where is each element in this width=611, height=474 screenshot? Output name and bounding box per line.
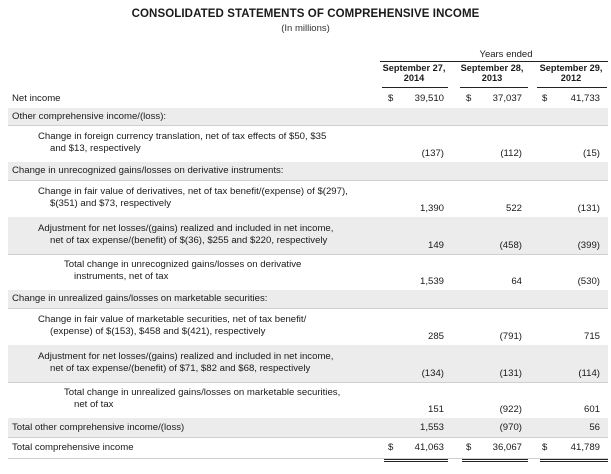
row-value: 601 xyxy=(583,404,600,415)
currency-symbol: $ xyxy=(466,92,472,104)
row-value: 41,733 xyxy=(570,92,600,104)
column-header-line2: 2013 xyxy=(481,73,503,83)
table-row xyxy=(8,437,608,459)
table-row xyxy=(8,345,608,383)
row-label-line2: $(351) and $73, respectively xyxy=(50,197,172,209)
currency-symbol: $ xyxy=(388,441,394,453)
row-value: 36,067 xyxy=(492,441,522,453)
row-value: (131) xyxy=(499,368,522,379)
row-label xyxy=(38,131,326,155)
row-label-line1: Total change in unrecognized gains/losses on derivative xyxy=(64,259,302,270)
column-header-line1: September 29, xyxy=(539,63,603,73)
row-label-line1: Total other comprehensive income/(loss) xyxy=(12,421,185,433)
row-value: (131) xyxy=(577,203,600,214)
column-header-line2: 2012 xyxy=(560,73,582,83)
double-underline xyxy=(384,459,448,462)
row-label xyxy=(38,351,333,375)
table-row xyxy=(8,108,608,126)
table-row xyxy=(8,217,608,255)
table-row xyxy=(8,180,608,218)
row-value: 37,037 xyxy=(492,92,522,104)
row-value: 41,789 xyxy=(570,441,600,453)
row-value: (791) xyxy=(499,331,522,342)
years-ended-rule xyxy=(380,61,608,62)
row-value: (530) xyxy=(577,276,600,287)
currency-symbol: $ xyxy=(542,92,548,104)
row-label-line2: net of tax expense/(benefit) of $(36), $255 and $220, respectively xyxy=(50,234,328,246)
row-value: 522 xyxy=(505,203,522,214)
row-label-line1: Total change in unrealized gains/losses on marketable securities, xyxy=(64,387,341,398)
row-value: 1,390 xyxy=(419,203,444,214)
column-header-2012 xyxy=(534,63,608,83)
row-label-line2: (expense) of $(153), $458 and $(421), respectively xyxy=(50,325,266,337)
column-header-line1: September 27, xyxy=(382,63,446,73)
row-label xyxy=(12,111,166,123)
column-header-2013 xyxy=(456,63,528,83)
row-label xyxy=(12,422,184,434)
row-label xyxy=(12,93,61,105)
row-label-line1: Change in fair value of derivatives, net of tax benefit/(expense) of $(297), xyxy=(38,185,348,197)
row-value: (114) xyxy=(578,368,600,379)
row-value: 151 xyxy=(427,404,444,415)
row-value: 41,063 xyxy=(414,441,444,453)
column-rule xyxy=(382,87,448,88)
row-value: (399) xyxy=(577,240,600,251)
double-underline xyxy=(540,459,608,462)
row-label-line1: Net income xyxy=(12,92,61,104)
currency-symbol: $ xyxy=(466,441,472,453)
row-label-line2: net of tax xyxy=(74,399,114,410)
column-rule xyxy=(537,87,607,88)
table-row xyxy=(8,290,608,309)
row-label-line1: Adjustment for net losses/(gains) realized and included in net income, xyxy=(38,222,334,234)
table-row xyxy=(8,254,608,291)
row-label-line1: Adjustment for net losses/(gains) realized and included in net income, xyxy=(38,350,334,362)
row-value: 1,539 xyxy=(419,276,444,287)
row-label xyxy=(64,259,301,283)
row-label-line1: Total comprehensive income xyxy=(12,441,134,453)
double-underline xyxy=(462,459,528,462)
row-value: 56 xyxy=(589,421,600,433)
statement-subtitle: (In millions) xyxy=(281,23,330,34)
row-value: (15) xyxy=(582,148,600,159)
table-row xyxy=(8,308,608,346)
years-ended-header: Years ended xyxy=(479,49,533,60)
row-label-line2: net of tax expense/(benefit) of $71, $82 and $68, respectively xyxy=(50,362,311,374)
table-row xyxy=(8,89,608,109)
column-rule xyxy=(460,87,528,88)
row-label xyxy=(38,223,333,247)
row-label-line1: Change in fair value of marketable securities, net of tax benefit/ xyxy=(38,313,307,325)
row-value: (134) xyxy=(421,368,444,379)
currency-symbol: $ xyxy=(542,441,548,453)
table-row xyxy=(8,382,608,419)
row-label-line2: and $13, respectively xyxy=(50,142,141,154)
row-value: 285 xyxy=(427,331,444,342)
row-label-line1: Change in foreign currency translation, net of tax effects of $50, $35 xyxy=(38,130,327,142)
row-label-line1: Other comprehensive income/(loss): xyxy=(12,110,167,122)
row-value: (112) xyxy=(500,148,522,159)
table-row xyxy=(8,125,608,163)
row-label-line1: Change in unrealized gains/losses on marketable securities: xyxy=(12,293,268,304)
row-label-line1: Change in unrecognized gains/losses on derivative instruments: xyxy=(12,165,284,176)
column-header-line1: September 28, xyxy=(460,63,524,73)
row-value: 64 xyxy=(511,276,522,287)
row-value: (970) xyxy=(499,421,522,433)
row-value: 39,510 xyxy=(414,92,444,104)
row-label xyxy=(38,186,348,210)
row-label xyxy=(38,314,306,338)
row-value: 1,553 xyxy=(419,421,444,433)
table-row xyxy=(8,162,608,181)
row-value: (458) xyxy=(499,240,522,251)
row-value: 715 xyxy=(583,331,600,342)
row-value: (137) xyxy=(421,148,444,159)
currency-symbol: $ xyxy=(388,92,394,104)
row-value: 149 xyxy=(427,240,444,251)
table-row xyxy=(8,418,608,438)
row-label-line2: instruments, net of tax xyxy=(74,271,169,282)
statement-title: CONSOLIDATED STATEMENTS OF COMPREHENSIVE INCOME xyxy=(131,8,480,20)
row-label xyxy=(64,387,340,411)
row-value: (922) xyxy=(499,404,522,415)
row-label xyxy=(12,165,283,177)
row-label xyxy=(12,293,267,305)
column-header-line2: 2014 xyxy=(403,73,425,83)
row-label xyxy=(12,442,134,454)
column-header-2014 xyxy=(380,63,448,83)
